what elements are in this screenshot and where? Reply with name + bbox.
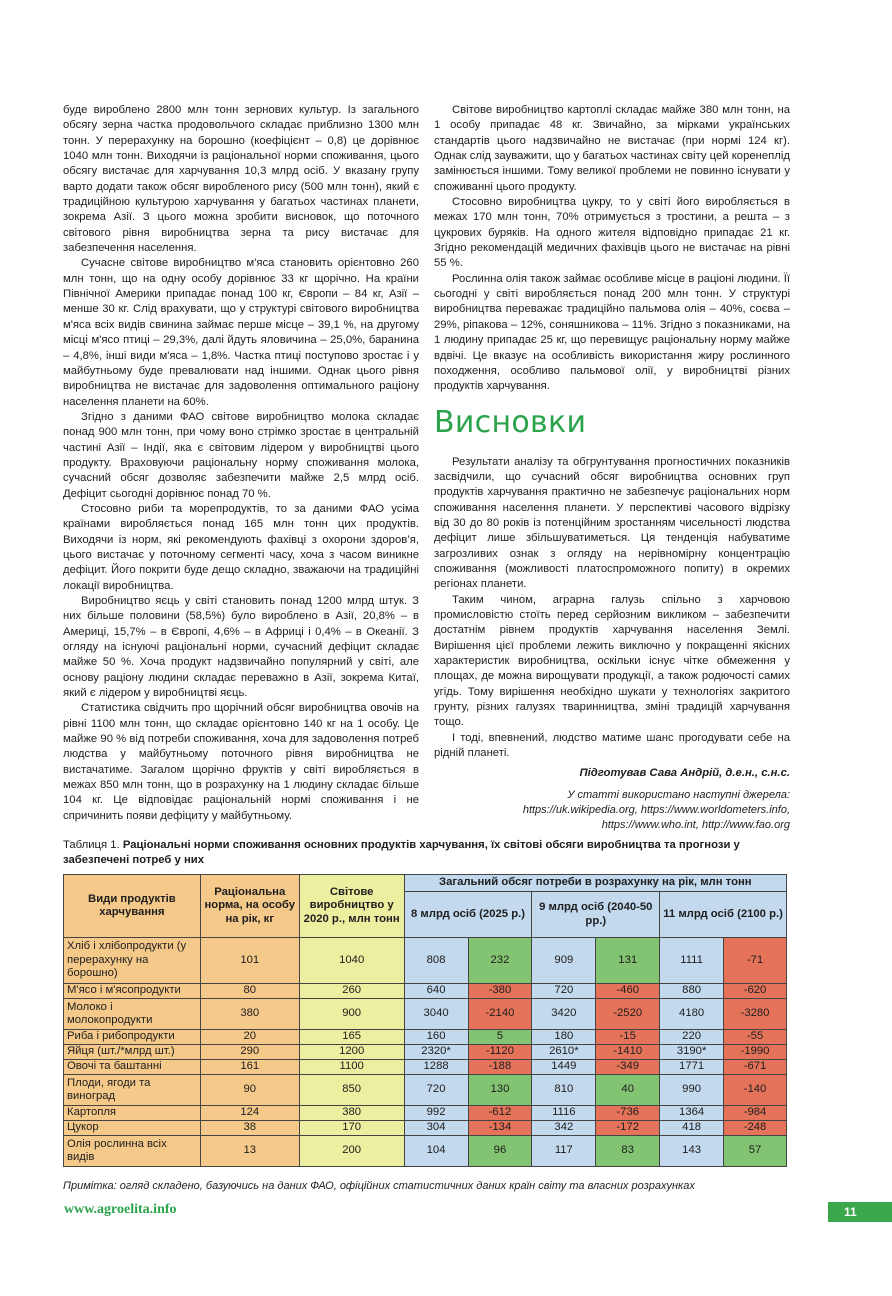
table-caption-title: Раціональні норми споживання основних продуктів харчування, їх світові обсяги виробництва та прогнози у забезпечені потреб у них xyxy=(63,839,740,866)
need-2040-cell: 342 xyxy=(532,1121,596,1136)
need-2025-cell: 104 xyxy=(404,1136,468,1167)
header-product: Види продуктів харчування xyxy=(64,875,201,938)
balance-2100-cell: -620 xyxy=(724,984,787,999)
paragraph: Статистика свідчить про щорічний обсяг виробництва овочів на рівні 1100 млн тонн, що складає орієнтовно 140 кг на 1 особу. Це майже 90 % від потреби споживання, хоча для задоволення потреб людства у майбутньому поточного рівня виробництва не вистачатиме. Загалом щорічно фруктів у світі виробляється в межах 850 млн тонн, що в розрахунку на 1 людину складає більше 104 кг. Це відповідає раціональній нормі споживання і не спричинить появи дефіциту у майбутньому. xyxy=(63,702,419,822)
norm-cell: 380 xyxy=(200,999,299,1030)
right-column xyxy=(434,103,790,833)
need-2025-cell: 808 xyxy=(404,938,468,984)
table-row xyxy=(64,1060,787,1075)
sources-block xyxy=(434,788,790,833)
production-cell: 1200 xyxy=(299,1045,404,1060)
paragraph: буде вироблено 2800 млн тонн зернових культур. Із загального обсягу зерна частка продовольчого складає приблизно 1300 млн тонн. У перерахунку на борошно (коефіцієнт – 0,8) це дорівнює 1040 млн тонн. Виходячи із раціональної норми споживання, цього обсягу вистачає для харчування 10,3 млрд осіб. У вказану групу варто додати також обсяг виробленого рису (500 млн тонн), який є традиційною культурою харчування у багатьох частинах планети, зокрема Азії. З цього можна зробити висновок, що поточного світового рівня виробництва зерна та рису вистачає для забезпечення населення. xyxy=(63,104,419,255)
need-2100-cell: 3190* xyxy=(660,1045,724,1060)
norm-cell: 290 xyxy=(200,1045,299,1060)
balance-2100-cell: 57 xyxy=(724,1136,787,1167)
balance-2025-cell: 232 xyxy=(468,938,532,984)
product-name-cell: Картопля xyxy=(64,1106,201,1121)
balance-2025-cell: -380 xyxy=(468,984,532,999)
production-cell: 900 xyxy=(299,999,404,1030)
table-row xyxy=(64,1045,787,1060)
food-norms-table xyxy=(63,874,787,1167)
norm-cell: 90 xyxy=(200,1075,299,1106)
production-cell: 165 xyxy=(299,1030,404,1045)
balance-2040-cell: -349 xyxy=(596,1060,660,1075)
product-name-cell: Плоди, ягоди та виноград xyxy=(64,1075,201,1106)
need-2025-cell: 3040 xyxy=(404,999,468,1030)
balance-2025-cell: -134 xyxy=(468,1121,532,1136)
need-2100-cell: 1771 xyxy=(660,1060,724,1075)
sources-line[interactable]: https://www.who.int, http://www.fao.org xyxy=(601,818,790,831)
need-2025-cell: 304 xyxy=(404,1121,468,1136)
balance-2100-cell: -55 xyxy=(724,1030,787,1045)
balance-2040-cell: -460 xyxy=(596,984,660,999)
balance-2025-cell: 5 xyxy=(468,1030,532,1045)
need-2040-cell: 117 xyxy=(532,1136,596,1167)
need-2040-cell: 909 xyxy=(532,938,596,984)
header-norm: Раціональна норма, на особу на рік, кг xyxy=(200,875,299,938)
balance-2100-cell: -248 xyxy=(724,1121,787,1136)
need-2040-cell: 1116 xyxy=(532,1106,596,1121)
need-2025-cell: 1288 xyxy=(404,1060,468,1075)
paragraph: Таким чином, аграрна галузь спільно з харчовою промисловістю стоїть перед серйозним викликом – забезпечити достатнім рівнем продуктів харчування населення Землі. Вирішення цієї проблеми лежить виключно у покращенні якісних характеристик виробництва, оскільки існує чітке обмеження у площах, де можна вирощувати продукції, а також родючості самих угідь. Тому вирішення необхідно шукати у технологіях закритого грунту, різних галузях тваринництва, зміні традицій харчування тощо. xyxy=(434,593,790,729)
table-row xyxy=(64,1106,787,1121)
table-row xyxy=(64,999,787,1030)
production-cell: 260 xyxy=(299,984,404,999)
product-name-cell: Олія рослинна всіх видів xyxy=(64,1136,201,1167)
paragraph: Сучасне світове виробництво м'яса становить орієнтовно 260 млн тонн, що на одну особу дорівнює 33 кг щорічно. На країни Північної Америки припадає понад 100 кг, Європи – 84 кг, Азії – менше 30 кг. Слід врахувати, що у структурі світового виробництва м'яса всіх видів свинина займає перше місце – 39,1 %, на другому місці м'ясо птиці – 29,3%, далі йдуть яловичина – 25,0%, баранина – 4,8%, інші види м'яса – 1,8%. Частка птиці поступово зростає і у майбутньому буде превалювати над іншими. Однак цього рівня виробництва не вистачає для задоволення оптимального раціону населення планети на 60%. xyxy=(63,257,419,408)
need-2100-cell: 990 xyxy=(660,1075,724,1106)
need-2100-cell: 418 xyxy=(660,1121,724,1136)
balance-2100-cell: -671 xyxy=(724,1060,787,1075)
balance-2025-cell: -2140 xyxy=(468,999,532,1030)
need-2100-cell: 143 xyxy=(660,1136,724,1167)
header-scenario-2100: 11 млрд осіб (2100 р.) xyxy=(660,892,787,938)
header-need-group: Загальний обсяг потреби в розрахунку на рік, млн тонн xyxy=(404,875,786,892)
product-name-cell: Молоко і молокопродукти xyxy=(64,999,201,1030)
table-note: Примітка: огляд складено, базуючись на даних ФАО, офіційних статистичних даних країн світу та власних розрахунках xyxy=(63,1180,695,1192)
table-row xyxy=(64,938,787,984)
table-row xyxy=(64,1075,787,1106)
need-2100-cell: 220 xyxy=(660,1030,724,1045)
production-cell: 1040 xyxy=(299,938,404,984)
need-2040-cell: 810 xyxy=(532,1075,596,1106)
norm-cell: 13 xyxy=(200,1136,299,1167)
need-2040-cell: 2610* xyxy=(532,1045,596,1060)
balance-2100-cell: -71 xyxy=(724,938,787,984)
balance-2040-cell: -1410 xyxy=(596,1045,660,1060)
paragraph: Результати аналізу та обгрунтування прогностичних показників засвідчили, що сучасний обсяг виробництва основних груп продуктів харчування практично не забезпечує раціональних норм споживання населення планети. У перспективі часового відрізку від 30 до 80 років із потенційним зростанням чисельності людства дефіцит лише збільшуватиметься. Ця тенденція набуватиме загрозливих ознак з огляду на нерівномірну концентрацію споживання (можливості платоспроможного попиту) в окремих регіонах планети. xyxy=(434,455,790,591)
balance-2100-cell: -984 xyxy=(724,1106,787,1121)
product-name-cell: Риба і рибопродукти xyxy=(64,1030,201,1045)
production-cell: 1100 xyxy=(299,1060,404,1075)
paragraph: І тоді, впевнений, людство матиме шанс прогодувати себе на рідній планеті. xyxy=(434,731,790,760)
product-name-cell: Хліб і хлібопродукти (у перерахунку на борошно) xyxy=(64,938,201,984)
need-2025-cell: 640 xyxy=(404,984,468,999)
production-cell: 380 xyxy=(299,1106,404,1121)
balance-2040-cell: -736 xyxy=(596,1106,660,1121)
need-2100-cell: 4180 xyxy=(660,999,724,1030)
need-2100-cell: 1111 xyxy=(660,938,724,984)
table-caption xyxy=(63,838,803,867)
need-2100-cell: 880 xyxy=(660,984,724,999)
product-name-cell: Цукор xyxy=(64,1121,201,1136)
norm-cell: 38 xyxy=(200,1121,299,1136)
sources-label: У статті використано наступні джерела: xyxy=(567,788,790,801)
production-cell: 200 xyxy=(299,1136,404,1167)
table-row xyxy=(64,1030,787,1045)
balance-2100-cell: -1990 xyxy=(724,1045,787,1060)
need-2025-cell: 992 xyxy=(404,1106,468,1121)
balance-2025-cell: -612 xyxy=(468,1106,532,1121)
left-column xyxy=(63,103,419,824)
paragraph: Стосовно виробництва цукру, то у світі його виробляється в межах 170 млн тонн, 70% отримується з тростини, а решта – з цукрових буряків. На одного жителя відповідно припадає 21 кг. Згідно рекомендацій медичних фахівців цього не вистачає на рівні 55 %. xyxy=(434,196,790,270)
norm-cell: 101 xyxy=(200,938,299,984)
table-row xyxy=(64,984,787,999)
need-2040-cell: 3420 xyxy=(532,999,596,1030)
need-2025-cell: 2320* xyxy=(404,1045,468,1060)
header-production: Світове виробництво у 2020 р., млн тонн xyxy=(299,875,404,938)
production-cell: 850 xyxy=(299,1075,404,1106)
balance-2100-cell: -140 xyxy=(724,1075,787,1106)
page-number: 11 xyxy=(828,1202,892,1222)
need-2040-cell: 1449 xyxy=(532,1060,596,1075)
author-signature: Підготував Сава Андрій, д.е.н., с.н.с. xyxy=(579,767,790,780)
sources-line[interactable]: https://uk.wikipedia.org, https://www.worldometers.info, xyxy=(522,803,790,816)
product-name-cell: М'ясо і м'ясопродукти xyxy=(64,984,201,999)
need-2025-cell: 160 xyxy=(404,1030,468,1045)
paragraph: Виробництво яєць у світі становить понад 1200 млрд штук. З них більше половини (58,5%) було вироблено в Азії, 20,8% – в Америці, 15,7% – в Європі, 4,6% – в Африці і 0,4% – в Океанії. З огляду на існуючі раціональні норми, сучасний дефіцит складає майже 50 %. Хоча продукт надзвичайно популярний у світі, але основу раціону людини складає переважно в Азії, зокрема Китаї, який є лідером у виробництві яєць. xyxy=(63,595,419,700)
paragraph: Рослинна олія також займає особливе місце в раціоні людини. Її сьогодні у світі виробляється понад 200 млн тонн. У структурі виробництва переважає традиційно пальмова олія – 40%, соєва – 29%, ріпакова – 12%, соняшникова – 11%. Згідно з показниками, на 1 людину припадає 25 кг, що перевищує раціональну норму майже вдвічі. Це вказує на особливість використання жиру рослинного походження, особливо пальмової олії, у виробництві різних продуктів харчування. xyxy=(434,272,791,393)
balance-2025-cell: 130 xyxy=(468,1075,532,1106)
need-2040-cell: 720 xyxy=(532,984,596,999)
footer-website-link[interactable]: www.agroelita.info xyxy=(64,1202,177,1217)
balance-2040-cell: -15 xyxy=(596,1030,660,1045)
balance-2040-cell: -2520 xyxy=(596,999,660,1030)
balance-2040-cell: 40 xyxy=(596,1075,660,1106)
norm-cell: 124 xyxy=(200,1106,299,1121)
need-2040-cell: 180 xyxy=(532,1030,596,1045)
norm-cell: 80 xyxy=(200,984,299,999)
need-2100-cell: 1364 xyxy=(660,1106,724,1121)
product-name-cell: Яйця (шт./*млрд шт.) xyxy=(64,1045,201,1060)
norm-cell: 20 xyxy=(200,1030,299,1045)
table-caption-prefix: Таблиця 1. xyxy=(63,839,123,851)
header-scenario-2040: 9 млрд осіб (2040-50 рр.) xyxy=(532,892,660,938)
paragraph: Стосовно риби та морепродуктів, то за даними ФАО усіма країнами виробляється понад 165 млн тонн цих продуктів. Виходячи із норм, які рекомендують фахівці з охорони здоров’я, цього вистачає у поточному сегменті часу, хоча з часом виникне дефіцит. Його покрити буде дещо складно, зважаючи на традиційні локації виробництва. xyxy=(63,502,419,592)
conclusions-heading: Висновки xyxy=(434,404,587,440)
production-cell: 170 xyxy=(299,1121,404,1136)
balance-2100-cell: -3280 xyxy=(724,999,787,1030)
norm-cell: 161 xyxy=(200,1060,299,1075)
product-name-cell: Овочі та баштанні xyxy=(64,1060,201,1075)
need-2025-cell: 720 xyxy=(404,1075,468,1106)
header-scenario-2025: 8 млрд осіб (2025 р.) xyxy=(404,892,532,938)
paragraph: Світове виробництво картоплі складає майже 380 млн тонн, на 1 особу припадає 48 кг. Звичайно, за мірками українських стандартів цього надзвичайно не вистачає (при нормі 124 кг). Однак слід зауважити, що у багатьох частинах світу цей коренеплід замінюється іншими. Тому великої проблеми не повинно існувати у споживанні цього продукту. xyxy=(434,104,790,193)
balance-2040-cell: 83 xyxy=(596,1136,660,1167)
table-row xyxy=(64,1121,787,1136)
balance-2040-cell: 131 xyxy=(596,938,660,984)
balance-2040-cell: -172 xyxy=(596,1121,660,1136)
paragraph: Згідно з даними ФАО світове виробництво молока складає понад 900 млн тонн, при чому воно стрімко зростає в центральній частині Азії – Індії, яка є світовим лідером у виробництві цього продукту. Враховуючи раціональну норму споживання молока, сучасний обсяг дозволяє забезпечити майже 2,5 млрд осіб. Дефіцит сьогодні дорівнює понад 70 %. xyxy=(63,410,419,500)
balance-2025-cell: -1120 xyxy=(468,1045,532,1060)
table-row xyxy=(64,1136,787,1167)
balance-2025-cell: -188 xyxy=(468,1060,532,1075)
balance-2025-cell: 96 xyxy=(468,1136,532,1167)
